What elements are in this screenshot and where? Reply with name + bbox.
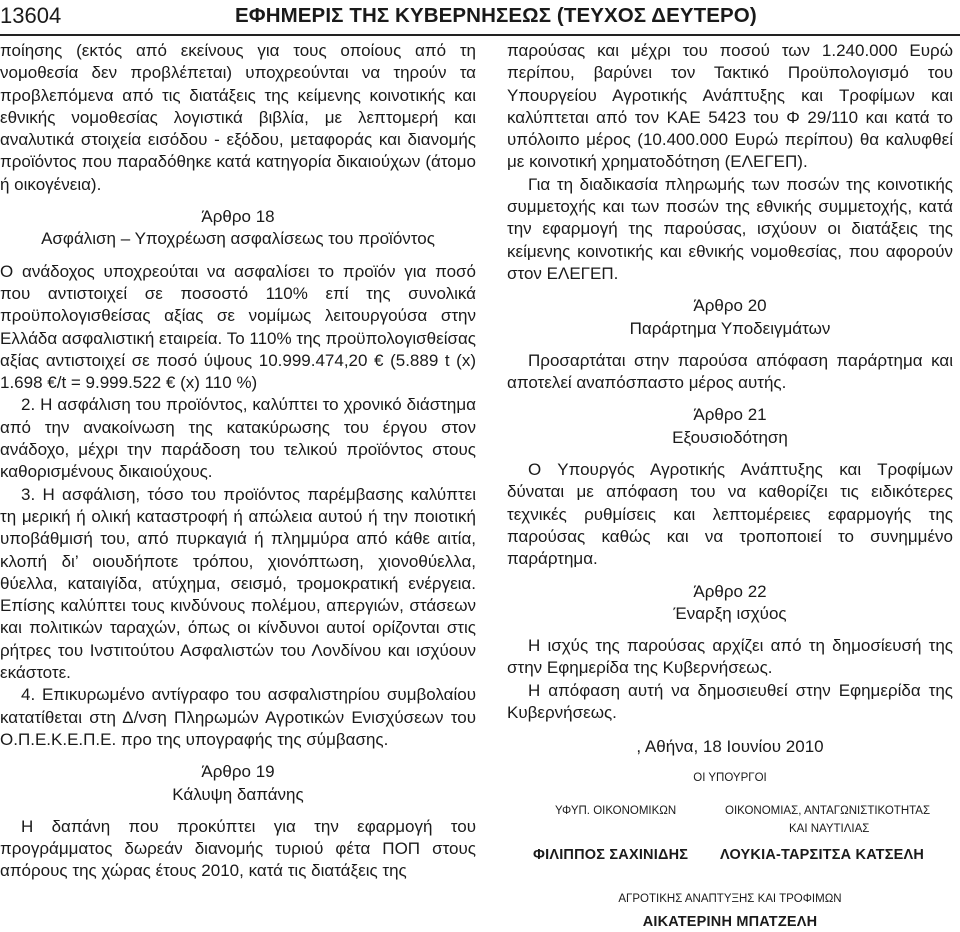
page-header	[0, 0, 960, 36]
continuation-paragraph: παρούσας και μέχρι του ποσού των 1.240.000 Ευρώ περίπου, βαρύνει τον Τακτικό Προϋπολογισμό του Υπουργείου Αγροτικής Ανάπτυξης και Τροφίμων και καλύπτεται από τον ΚΑΕ 5423 του Φ 29/110 και κατά το υπόλοιπο μέρος (10.400.000 Ευρώ περίπου) θα καλυφθεί με κοινοτική χρηματοδότηση (ΕΛΕΓΕΠ).	[507, 41, 953, 172]
minister-2-role-line-1: ΟΙΚΟΝΟΜΙΑΣ, ΑΝΤΑΓΩΝΙΣΤΙΚΟΤΗΤΑΣ	[725, 804, 931, 817]
left-column	[0, 40, 476, 883]
gazette-title: ΕΦΗΜΕΡΙΣ ΤΗΣ ΚΥΒΕΡΝΗΣΕΩΣ (ΤΕΥΧΟΣ ΔΕΥΤΕΡΟ)	[235, 4, 757, 27]
article-18-paragraph-2: 2. Η ασφάλιση του προϊόντος, καλύπτει το χρονικό διάστημα από την ανακοίνωση της κατακύρωσης του έργου στον ανάδοχο, μέχρι την παράδοση του τελικού προϊόντος στους καθορισμένους δικαιούχους.	[0, 395, 476, 482]
article-19-subtitle: Κάλυψη δαπάνης	[172, 784, 304, 804]
article-19-title: Άρθρο 19	[201, 762, 275, 782]
article-19-paragraph-1: Η δαπάνη που προκύπτει για την εφαρμογή του προγράμματος δωρεάν διανομής τυριού φέτα ΠΟΠ στους απόρους της χώρας έτους 2010, κατά τις διατάξεις της	[0, 816, 476, 881]
article-21-subtitle: Εξουσιοδότηση	[672, 427, 788, 447]
article-20-subtitle: Παράρτημα Υποδειγμάτων	[629, 318, 831, 338]
minister-3-role: ΑΓΡΟΤΙΚΗΣ ΑΝΑΠΤΥΞΗΣ ΚΑΙ ΤΡΟΦΙΜΩΝ	[618, 892, 842, 905]
article-18-paragraph-4: 4. Επικυρωμένο αντίγραφο του ασφαλιστηρίου συμβολαίου κατατίθεται στη Δ/νση Πληρωμών Αγροτικών Ενισχύσεων του Ο.Π.Ε.Κ.Ε.Π.Ε. προ της υπογραφής της σύμβασης.	[0, 685, 476, 749]
minister-roles-row	[507, 804, 953, 822]
article-18-paragraph-1: Ο ανάδοχος υποχρεούται να ασφαλίσει το προϊόν για ποσό που αντιστοιχεί σε ποσοστό 110% επί της συνολικά προϋπολογισθείσας αξίας σε νομίμως λειτουργούσα στην Ελλάδα ασφαλιστική εταιρεία. Το 110% της προϋπολογισθείσας αξίας αντιστοιχεί σε ποσό ύψους 10.999.474,20 € (5.889 t (x) 1.698 €/t = 9.999.522 € (x) 110 %)	[0, 261, 476, 393]
article-22-paragraph-2: Η απόφαση αυτή να δημοσιευθεί στην Εφημερίδα της Κυβερνήσεως.	[507, 680, 953, 723]
article-21-paragraph-1: Ο Υπουργός Αγροτικής Ανάπτυξης και Τροφίμων δύναται με απόφαση του να καθορίζει τις ειδικότερες τεχνικές ρυθμίσεις και λεπτομέρειες εφαρμογής της παρούσας καθώς και να τροποποιεί το συνημμένο παράρτημα.	[507, 460, 953, 569]
article-18-subtitle: Ασφάλιση – Υποχρέωση ασφαλίσεως του προϊόντος	[41, 229, 435, 249]
minister-names-row	[507, 846, 953, 868]
article-22-paragraph-1: Η ισχύς της παρούσας αρχίζει από τη δημοσίευσή της στην Εφημερίδα της Κυβερνήσεως.	[507, 636, 953, 678]
minister-1-role: ΥΦΥΠ. ΟΙΚΟΝΟΜΙΚΩΝ	[555, 804, 677, 817]
minister-3-name: ΑΙΚΑΤΕΡΙΝΗ ΜΠΑΤΖΕΛΗ	[642, 913, 818, 930]
right-column	[507, 40, 953, 932]
ministers-label: ΟΙ ΥΠΟΥΡΓΟΙ	[693, 771, 767, 784]
article-20-paragraph-1: Προσαρτάται στην παρούσα απόφαση παράρτημα και αποτελεί αναπόσπαστο μέρος αυτής.	[507, 350, 953, 393]
intro-paragraph: ποίησης (εκτός από εκείνους για τους οποίους από τη νομοθεσία δεν προβλέπεται) υποχρεούνται να τηρούν τα προβλεπόμενα από τις διατάξεις της κείμενης κοινοτικής και εθνικής νομοθεσίας λογιστικά βιβλία, με λεπτομερή και αναλυτικά στοιχεία εισόδου - εξόδου, μεταφοράς και διανομής προϊόντος που παραδόθηκε κατά κατηγορία δικαιούχων (άτομο ή οικογένεια).	[0, 41, 476, 194]
article-20-title: Άρθρο 20	[693, 296, 767, 316]
article-21-title: Άρθρο 21	[693, 405, 767, 425]
minister-2-name: ΛΟΥΚΙΑ-ΤΑΡΣΙΤΣΑ ΚΑΤΣΕΛΗ	[720, 846, 925, 863]
article-22-title: Άρθρο 22	[693, 581, 767, 601]
minister-1-name: ΦΙΛΙΠΠΟΣ ΣΑΧΙΝΙΔΗΣ	[533, 846, 689, 863]
article-22-subtitle: Έναρξη ισχύος	[673, 603, 787, 623]
article-18-paragraph-3: 3. Η ασφάλιση, τόσο του προϊόντος παρέμβασης καλύπτει τη μερική ή ολική καταστροφή ή απώλεια αυτού ή την ποιοτική υποβάθμισή του, από πυρκαγιά ή πλημμύρα από κάθε αιτία, κλοπή δι’ οιουδήποτε τρόπου, χιονόπτωση, χιονοθύελλα, θύελλα, καταιγίδα, ατύχημα, σεισμό, τρομοκρατική ενέργεια. Επίσης καλύπτει τους κινδύνους πολέμου, απεργιών, στάσεων και πολιτικών ταραχών, όπως οι κίνδυνοι αυτοί ορίζονται στις ρήτρες του Ινστιτούτου Ασφαλιστών του Λονδίνου και ισχύουν εκάστοτε.	[0, 484, 476, 683]
place-date: , Αθήνα, 18 Ιουνίου 2010	[636, 737, 824, 757]
page-number: 13604	[0, 3, 62, 28]
payment-paragraph: Για τη διαδικασία πληρωμής των ποσών της κοινοτικής συμμετοχής και των ποσών της εθνικής συμμετοχής, κατά την εφαρμογή της παρούσας, ισχύουν οι διατάξεις της κείμενης κοινοτικής και εθνικής νομοθεσίας, που αφορούν στον ΕΛΕΓΕΠ.	[507, 174, 953, 283]
minister-2-role-continued	[507, 822, 953, 840]
article-18-title: Άρθρο 18	[201, 207, 275, 227]
minister-2-role-line-2: ΚΑΙ ΝΑΥΤΙΛΙΑΣ	[789, 822, 870, 835]
